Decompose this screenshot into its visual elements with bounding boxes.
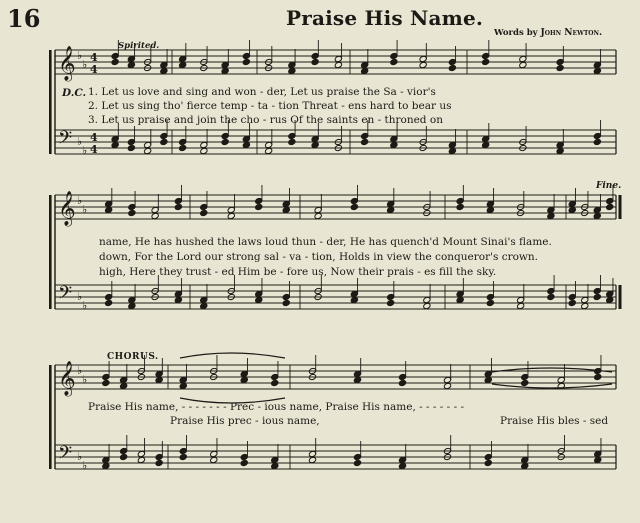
system3-bass-note (484, 459, 492, 466)
system2-treble-note (105, 206, 113, 213)
system1-treble-note (448, 64, 456, 71)
system3-bass-note (308, 456, 316, 463)
system1-bass-note (265, 147, 273, 154)
system3-bass-note (240, 459, 248, 466)
credit-author: John Newton. (540, 28, 603, 38)
system1-treble-note (311, 58, 319, 65)
system1-treble-note (519, 61, 527, 68)
system3-bass-note (594, 456, 602, 463)
page-number: 16 (7, 4, 41, 33)
system2-bass-note (350, 296, 358, 303)
system3-bass-note (271, 462, 279, 469)
system2-bass-note (486, 299, 494, 306)
system2-bass-note (128, 302, 136, 309)
system2-treble-note (593, 212, 601, 219)
system1-treble-flat-icon: ♭ (77, 49, 83, 62)
system2-treble-note (568, 206, 576, 213)
system1-verse-2: 2. Let us sing tho' fierce temp - ta - tion Threat - ens hard to bear us (88, 100, 452, 112)
system1-bass-flat-icon: ♭ (82, 144, 88, 157)
system3-system-bracket (49, 365, 52, 469)
system1-bass-note (179, 144, 187, 151)
system1-treble-clef-icon: 𝄞 (58, 46, 76, 81)
chorus-slur (180, 398, 285, 403)
system2-bass-note (517, 302, 525, 309)
system1-treble-note (160, 67, 168, 74)
system1-treble-note (127, 61, 135, 68)
system1-bass-note (448, 147, 456, 154)
system1-bass-clef-icon: 𝄢 (58, 128, 73, 153)
system3-treble-note (179, 382, 187, 389)
system1-treble-note (111, 58, 119, 65)
system2-treble-note (387, 206, 395, 213)
system2-bass-note (174, 296, 182, 303)
system3-bass-flat-icon: ♭ (82, 459, 88, 472)
system3-bass-flat-icon: ♭ (77, 450, 83, 463)
system3-bass-note (353, 459, 361, 466)
system3-bass-note (102, 462, 110, 469)
system2-treble-note (227, 212, 235, 219)
system1-bass-note (221, 138, 229, 145)
system3-treble-flat-icon: ♭ (77, 364, 83, 377)
system1-treble-note (288, 67, 296, 74)
system3-treble-clef-icon: 𝄞 (58, 361, 76, 396)
system2-bass-note (606, 296, 614, 303)
system1-bass-note (288, 138, 296, 145)
system1-treble-note (361, 67, 369, 74)
system2-treble-note (255, 203, 263, 210)
fine-marking: Fine. (596, 181, 622, 191)
system1-treble-flat-icon: ♭ (82, 58, 88, 71)
system2-bass-flat-icon: ♭ (82, 299, 88, 312)
system2-bass-note (423, 302, 431, 309)
system3-bass-note (155, 459, 163, 466)
system2-treble-note (350, 203, 358, 210)
system3-bass-note (120, 453, 128, 460)
system2-verse-3: high, Here they trust - ed Him be - fore us, Now their prais - es fill the sky. (99, 266, 497, 278)
system2-bass-note (387, 299, 395, 306)
system1-bass-note (361, 138, 369, 145)
system1-bass-note (556, 147, 564, 154)
system2-treble-flat-icon: ♭ (82, 203, 88, 216)
system2-verse-1: name, He has hushed the laws loud thun - der, He has quench'd Mount Sinai's flame. (99, 236, 552, 248)
system2-bass-flat-icon: ♭ (77, 290, 83, 303)
system3-bass-note (179, 453, 187, 460)
system1-bass-note (127, 144, 135, 151)
system1-treble-note (334, 61, 342, 68)
system1-bass-note (242, 141, 250, 148)
system2-bass-note (568, 299, 576, 306)
system2-bass-note (593, 293, 601, 300)
system2-treble-note (456, 203, 464, 210)
system1-bass-note (111, 141, 119, 148)
system1-verse-1: 1. Let us love and sing and won - der, Let us praise the Sa - vior's (88, 86, 436, 98)
system3-bass-note (137, 456, 145, 463)
system2-bass-note (255, 296, 263, 303)
system1-bass-note (482, 141, 490, 148)
system3-treble-note (102, 379, 110, 386)
system1-treble-note (221, 67, 229, 74)
system3-treble-note (240, 376, 248, 383)
system2-system-bracket (49, 195, 52, 309)
system1-bass-note (160, 138, 168, 145)
chorus-heading: CHORUS. (107, 352, 159, 362)
system3-treble-note (271, 379, 279, 386)
bass-time-signature-bottom: 4 (90, 143, 98, 156)
system1-system-bracket (49, 50, 52, 154)
dc-marking: D.C. (62, 87, 87, 99)
time-signature-top: 4 (90, 51, 98, 64)
system3-treble-note (398, 379, 406, 386)
system1-treble-note (419, 61, 427, 68)
system3-treble-note (521, 379, 529, 386)
system2-treble-note (314, 212, 322, 219)
system1-treble-note (556, 64, 564, 71)
hymn-title: Praise His Name. (286, 6, 484, 30)
system2-bass-note (282, 299, 290, 306)
system3-bass-note (521, 462, 529, 469)
time-signature-bottom: 4 (90, 63, 98, 76)
system2-treble-note (200, 209, 208, 216)
bass-time-signature-top: 4 (90, 131, 98, 144)
chorus-lower-lyric-2: Praise His bles - sed (500, 415, 609, 427)
system2-treble-note (486, 206, 494, 213)
system2-bass-note (456, 296, 464, 303)
system2-bass-note (105, 299, 113, 306)
system1-treble-note (482, 58, 490, 65)
system2-treble-flat-icon: ♭ (77, 194, 83, 207)
system2-treble-note (151, 212, 159, 219)
system3-treble-flat-icon: ♭ (82, 373, 88, 386)
chorus-upper-lyric: Praise His name, - - - - - - - Prec - ious name, Praise His name, - - - - - - - (88, 401, 465, 413)
system1-bass-flat-icon: ♭ (77, 135, 83, 148)
system1-verse-3: 3. Let us praise and join the cho - rus Of the saints en - throned on (88, 114, 443, 126)
system3-treble-note (443, 382, 451, 389)
system3-treble-note (353, 376, 361, 383)
chorus-tie (492, 384, 612, 388)
system1-bass-note (200, 147, 208, 154)
system2-bass-note (547, 293, 555, 300)
system2-treble-clef-icon: 𝄞 (58, 191, 76, 226)
system2-verse-2: down, For the Lord our strong sal - va - tion, Holds in view the conqueror's crown. (99, 251, 539, 263)
system2-treble-note (282, 206, 290, 213)
system2-treble-note (174, 203, 182, 210)
system1-bass-note (593, 138, 601, 145)
system1-treble-note (179, 61, 187, 68)
system1-bass-note (144, 147, 152, 154)
system1-treble-note (242, 58, 250, 65)
system3-bass-note (398, 462, 406, 469)
system2-bass-clef-icon: 𝄢 (58, 283, 73, 308)
system2-bass-note (200, 302, 208, 309)
system2-treble-note (128, 209, 136, 216)
system3-bass-clef-icon: 𝄢 (58, 443, 73, 468)
chorus-slur (180, 353, 285, 358)
system1-bass-note (390, 141, 398, 148)
system3-treble-note (120, 382, 128, 389)
system1-treble-note (390, 58, 398, 65)
chorus-lower-lyric-1: Praise His prec - ious name, (170, 415, 320, 427)
tempo-marking: Spirited. (118, 41, 160, 51)
credit-prefix: Words by (494, 28, 541, 38)
system2-treble-note (547, 212, 555, 219)
system1-bass-note (311, 141, 319, 148)
system3-treble-note (155, 376, 163, 383)
system2-bass-note (581, 302, 589, 309)
system3-treble-note (594, 373, 602, 380)
system1-treble-note (593, 67, 601, 74)
system2-treble-note (606, 203, 614, 210)
system3-bass-note (210, 456, 218, 463)
system3-treble-note (484, 376, 492, 383)
